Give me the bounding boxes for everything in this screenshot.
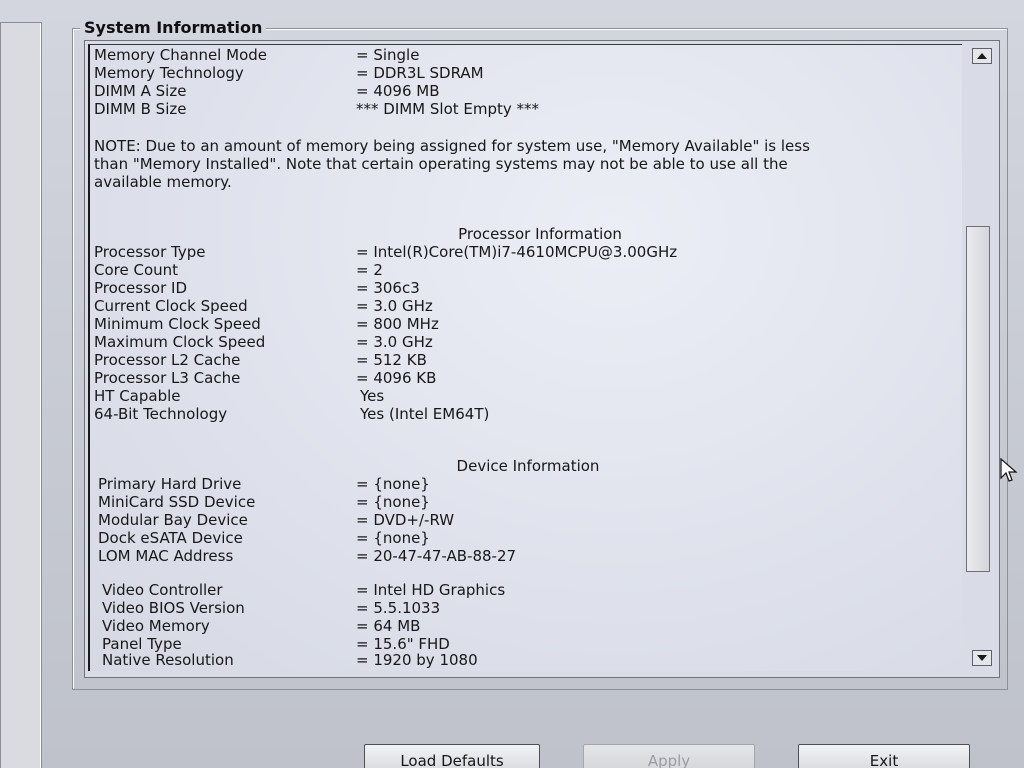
- info-label: Processor L2 Cache: [94, 351, 241, 369]
- triangle-up-icon: [977, 53, 987, 59]
- info-label: Native Resolution: [102, 651, 234, 669]
- scroll-down-button[interactable]: [972, 650, 992, 666]
- info-row-native-resolution: [90, 651, 950, 669]
- info-row-memory-channel-mode: [90, 46, 950, 64]
- info-label: Dock eSATA Device: [98, 529, 243, 547]
- info-row-lom-mac-address: [90, 547, 950, 565]
- info-value: = 512 KB: [356, 351, 427, 369]
- info-label: Maximum Clock Speed: [94, 333, 266, 351]
- info-value: = 4096 MB: [356, 82, 440, 100]
- mouse-pointer-icon: [1000, 458, 1018, 484]
- note-line: NOTE: Due to an amount of memory being assigned for system use, "Memory Available" is less: [94, 137, 810, 155]
- info-row-processor-l2-cache: [90, 351, 950, 369]
- info-row-primary-hard-drive: [90, 475, 950, 493]
- left-settings-tree-panel[interactable]: [0, 22, 42, 768]
- apply-button[interactable]: Apply: [583, 744, 755, 768]
- vertical-scrollbar[interactable]: [964, 44, 996, 670]
- info-label: Core Count: [94, 261, 179, 279]
- info-label: 64-Bit Technology: [94, 405, 228, 423]
- info-value: = 4096 KB: [356, 369, 437, 387]
- info-value: = 64 MB: [356, 617, 421, 635]
- info-label: LOM MAC Address: [98, 547, 234, 565]
- info-label: Primary Hard Drive: [98, 475, 242, 493]
- info-row-dock-esata-device: [90, 529, 950, 547]
- info-label: Memory Technology: [94, 64, 244, 82]
- info-value: = 5.5.1033: [356, 599, 441, 617]
- note-line: available memory.: [94, 173, 232, 191]
- info-value: = 2: [356, 261, 383, 279]
- info-row-minicard-ssd-device: [90, 493, 950, 511]
- info-label: Processor Type: [94, 243, 206, 261]
- info-label: MiniCard SSD Device: [98, 493, 256, 511]
- info-row-video-memory: [90, 617, 950, 635]
- info-value: = 800 MHz: [356, 315, 439, 333]
- info-label: Minimum Clock Speed: [94, 315, 261, 333]
- note-line: than "Memory Installed". Note that certain operating systems may not be able to use all the: [94, 155, 788, 173]
- info-row-memory-technology: [90, 64, 950, 82]
- info-row-processor-l3-cache: [90, 369, 950, 387]
- info-row-maximum-clock-speed: [90, 333, 950, 351]
- info-label: Processor L3 Cache: [94, 369, 241, 387]
- info-label: Panel Type: [102, 635, 182, 653]
- triangle-down-icon: [977, 655, 987, 661]
- info-row-processor-id: [90, 279, 950, 297]
- info-label: HT Capable: [94, 387, 181, 405]
- device-information-heading: Device Information: [456, 457, 600, 475]
- info-row-core-count: [90, 261, 950, 279]
- info-label: DIMM B Size: [94, 100, 187, 118]
- info-value: = 3.0 GHz: [356, 333, 433, 351]
- info-label: Video BIOS Version: [102, 599, 245, 617]
- info-label: Video Controller: [102, 581, 223, 599]
- info-value: = Intel HD Graphics: [356, 581, 506, 599]
- info-row-video-bios-version: [90, 599, 950, 617]
- info-value: = 20-47-47-AB-88-27: [356, 547, 517, 565]
- info-value: = Single: [356, 46, 420, 64]
- group-title: System Information: [80, 18, 266, 37]
- exit-button[interactable]: Exit: [798, 744, 970, 768]
- info-value: *** DIMM Slot Empty ***: [356, 100, 540, 118]
- info-value: = DDR3L SDRAM: [356, 64, 484, 82]
- info-label: Current Clock Speed: [94, 297, 248, 315]
- info-label: Video Memory: [102, 617, 210, 635]
- scroll-up-button[interactable]: [972, 48, 992, 64]
- info-row-video-controller: [90, 581, 950, 599]
- info-value: = 3.0 GHz: [356, 297, 433, 315]
- info-value: = DVD+/-RW: [356, 511, 455, 529]
- scrollbar-thumb[interactable]: [966, 226, 990, 572]
- info-row-64-bit-technology: [90, 405, 950, 423]
- info-row-dimm-a-size: [90, 82, 950, 100]
- info-value: = Intel(R)Core(TM)i7-4610MCPU@3.00GHz: [356, 243, 678, 261]
- info-row-processor-type: [90, 243, 950, 261]
- info-value: Yes: [360, 387, 385, 405]
- info-row-current-clock-speed: [90, 297, 950, 315]
- info-label: DIMM A Size: [94, 82, 187, 100]
- info-label: Memory Channel Mode: [94, 46, 267, 64]
- info-row-ht-capable: [90, 387, 950, 405]
- memory-note: [94, 137, 934, 191]
- info-row-modular-bay-device: [90, 511, 950, 529]
- info-value: = 15.6" FHD: [356, 635, 450, 653]
- load-defaults-button[interactable]: Load Defaults: [364, 744, 540, 768]
- info-row-minimum-clock-speed: [90, 315, 950, 333]
- processor-information-heading: Processor Information: [458, 225, 622, 243]
- system-information-content: [88, 44, 962, 671]
- info-value: = 1920 by 1080: [356, 651, 478, 669]
- info-label: Processor ID: [94, 279, 187, 297]
- info-value: = {none}: [356, 475, 430, 493]
- info-row-dimm-b-size: [90, 100, 950, 118]
- info-value: Yes (Intel EM64T): [360, 405, 490, 423]
- info-label: Modular Bay Device: [98, 511, 248, 529]
- info-value: = {none}: [356, 529, 430, 547]
- info-value: = {none}: [356, 493, 430, 511]
- info-value: = 306c3: [356, 279, 420, 297]
